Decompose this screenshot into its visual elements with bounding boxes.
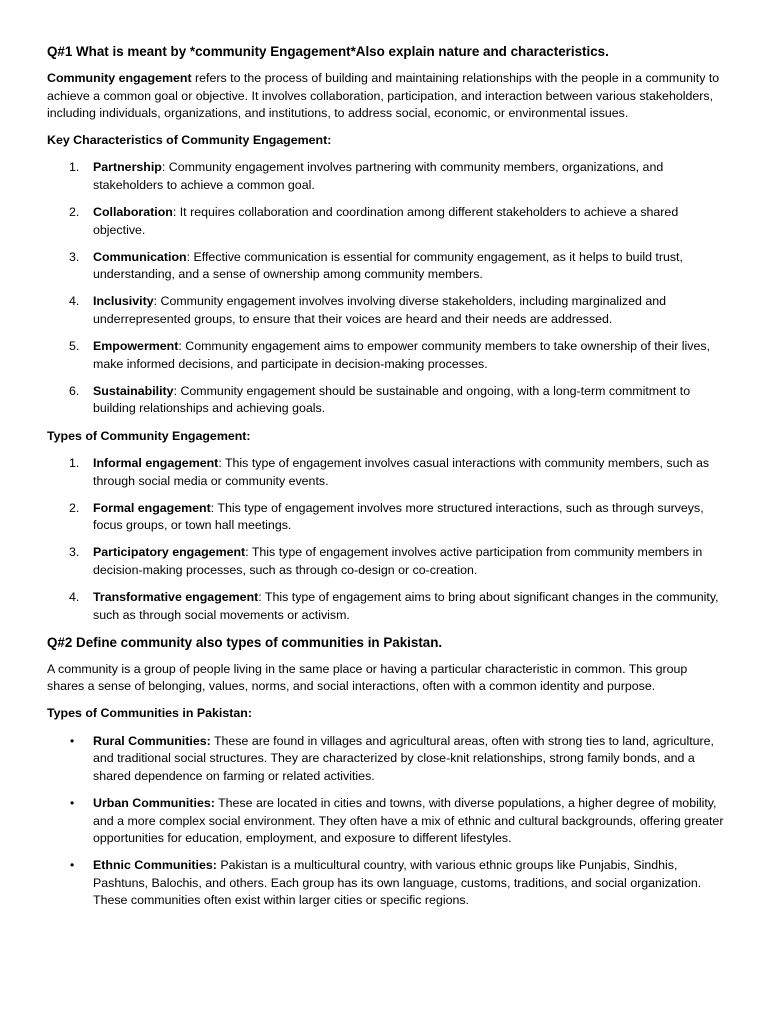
q1-intro-term: Community engagement: [47, 71, 192, 85]
list-item-term: Ethnic Communities:: [93, 858, 217, 873]
characteristics-heading: Key Characteristics of Community Engagement:: [47, 132, 332, 147]
list-number: 4.: [69, 590, 80, 605]
list-item: [47, 500, 726, 535]
list-item-term: Communication: [93, 249, 187, 264]
characteristics-list: [47, 159, 726, 418]
list-item-term: Empowerment: [93, 339, 179, 354]
list-number: 1.: [69, 456, 80, 471]
q1-intro-paragraph: [47, 70, 726, 123]
list-item-term: Informal engagement: [93, 456, 219, 471]
bullet-icon: •: [70, 858, 75, 873]
list-item-term: Collaboration: [93, 205, 173, 220]
list-number: 6.: [69, 383, 80, 398]
list-number: 1.: [69, 160, 80, 175]
list-item-text: : Community engagement should be sustainable and ongoing, with a long-term commitment to building relationships and achieving goals.: [93, 383, 691, 416]
list-item: [47, 733, 726, 786]
list-item: [47, 383, 726, 418]
list-item-text: : Effective communication is essential for community engagement, as it helps to build trust, understanding, and a sense of ownership among community members.: [93, 249, 683, 282]
q1-heading: Q#1 What is meant by *community Engagement*Also explain nature and characteristics.: [47, 44, 609, 59]
list-item-term: Participatory engagement: [93, 545, 246, 560]
bullet-icon: •: [70, 733, 75, 748]
list-item: [47, 544, 726, 579]
list-item-term: Transformative engagement: [93, 590, 259, 605]
list-item-text: : This type of engagement involves active participation from community members in decision-making processes, such as through co-design or co-creation.: [93, 545, 703, 578]
list-item: [47, 857, 726, 910]
list-item-text: : This type of engagement aims to bring about significant changes in the community, such as through social movements or activism.: [93, 590, 719, 622]
list-item: [47, 293, 726, 328]
community-types-list: [47, 733, 726, 910]
list-item-term: Rural Communities:: [93, 733, 211, 748]
list-item: [47, 338, 726, 373]
list-item-text: Pakistan is a multicultural country, with various ethnic groups like Punjabis, Sindhis, Pashtuns, Balochis, and others. Each group has its own language, customs, traditions, and social organization. These communities often exist within larger cities or specific regions.: [93, 858, 702, 908]
bullet-icon: •: [70, 795, 75, 810]
list-number: 4.: [69, 294, 80, 309]
list-item-text: These are located in cities and towns, with diverse populations, a higher degree of mobility, and a more complex social environment. They often have a mix of ethnic and cultural backgrounds, offering greater opportunities for education, employment, and exposure to different lifestyles.: [93, 795, 724, 846]
list-item-term: Urban Communities:: [93, 795, 215, 810]
list-item: [47, 455, 726, 490]
list-item-term: Formal engagement: [93, 500, 211, 515]
list-item-text: : It requires collaboration and coordination among different stakeholders to achieve a shared objective.: [93, 205, 679, 237]
list-item: [47, 204, 726, 239]
q2-intro-paragraph: A community is a group of people living in the same place or having a particular characteristic in common. This group shares a sense of belonging, values, norms, and social interactions, often with a common identity and purpose.: [47, 661, 688, 694]
q1-intro-text: refers to the process of building and maintaining relationships with the people in a community to achieve a common goal or objective. It involves collaboration, participation, and interaction between various stakeholders, including individuals, organizations, and institutions, to address social, economic, or environmental issues.: [47, 71, 720, 121]
q2-heading: Q#2 Define community also types of communities in Pakistan.: [47, 634, 443, 650]
list-item-text: : This type of engagement involves casual interactions with community members, such as through social media or community events.: [93, 456, 710, 488]
list-item-text: : Community engagement involves involving diverse stakeholders, including marginalized and underrepresented groups, to ensure that their voices are heard and their needs are addressed.: [93, 294, 667, 327]
list-item-term: Partnership: [93, 160, 162, 175]
list-number: 3.: [69, 545, 80, 560]
community-types-heading: Types of Communities in Pakistan:: [47, 706, 252, 721]
list-item: [47, 249, 726, 284]
list-item-term: Inclusivity: [93, 294, 154, 309]
list-item-term: Sustainability: [93, 383, 174, 398]
list-item: [47, 795, 726, 848]
list-item-text: : Community engagement involves partnering with community members, organizations, and stakeholders to achieve a common goal.: [93, 160, 664, 192]
list-number: 5.: [69, 339, 80, 354]
list-number: 2.: [69, 500, 80, 515]
list-item-text: : Community engagement aims to empower community members to take ownership of their lives, make informed decisions, and participate in decision-making processes.: [93, 339, 711, 371]
list-item-text: : This type of engagement involves more structured interactions, such as through surveys, focus groups, or town hall meetings.: [93, 500, 704, 533]
engagement-types-list: [47, 455, 726, 624]
list-number: 3.: [69, 249, 80, 264]
engagement-types-heading: Types of Community Engagement:: [47, 428, 251, 443]
list-number: 2.: [69, 205, 80, 220]
list-item-text: These are found in villages and agricultural areas, often with strong ties to land, agriculture, and traditional social structures. They are characterized by close-knit relationships, strong family bonds, and a shared dependence on farming or related activities.: [93, 733, 714, 783]
list-item: [47, 589, 726, 624]
list-item: [47, 159, 726, 194]
